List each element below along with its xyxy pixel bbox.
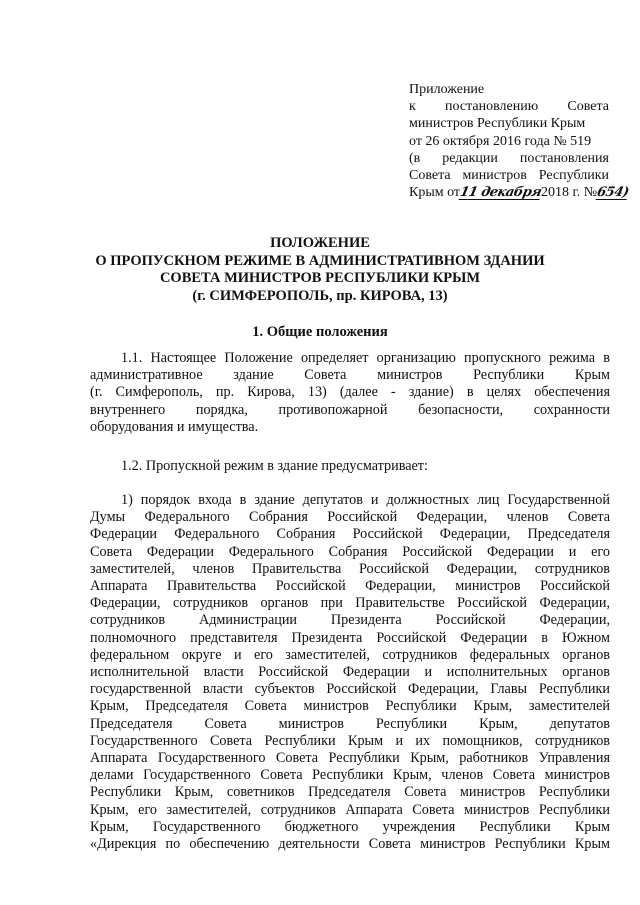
paragraph-line: Крым, Председателя Совета министров Республики Крым, заместителей — [90, 698, 610, 715]
paragraph-line: Председателя Совета министров Республики Крым, депутатов — [90, 715, 610, 732]
paragraph-line: 1.2. Пропускной режим в здание предусматривает: — [121, 458, 428, 474]
title-line: СОВЕТА МИНИСТРОВ РЕСПУБЛИКИ КРЫМ — [159, 270, 481, 287]
title-line: ПОЛОЖЕНИЕ — [270, 235, 370, 251]
paragraph-line: Государственного Совета Республики Крым и их помощников, сотрудников — [90, 732, 610, 749]
paragraph-1-1 — [90, 350, 610, 436]
annex-title: Приложение — [409, 82, 485, 97]
title-line: (г. СИМФЕРОПОЛЬ, пр. КИРОВА, 13) — [192, 287, 448, 304]
paragraph-1-2 — [90, 458, 610, 475]
paragraph-1-2-1 — [90, 492, 610, 853]
paragraph-line: административное здание Совета министров Республики Крым — [90, 367, 610, 384]
paragraph-line: (г. Симферополь, пр. Кирова, 13) (далее - здание) в целях обеспечения — [90, 384, 610, 401]
paragraph-line: Аппарата Государственного Совета Республики Крым, работников Управления — [90, 750, 610, 767]
paragraph-line: Думы Федерального Собрания Российской Федерации, членов Совета — [90, 509, 610, 526]
document-title — [60, 235, 580, 305]
annex-line: министров Республики Крым — [409, 116, 586, 132]
annex-line: к постановлению Совета — [409, 99, 609, 115]
paragraph-line: государственной власти субъектов Российской Федерации, Главы Республики — [90, 681, 610, 698]
paragraph-line: сотрудников Администрации Президента Российской Федерации, — [90, 612, 610, 629]
annex-line: от 26 октября 2016 года № 519 — [409, 133, 592, 149]
paragraph-line: «Дирекция по обеспечению деятельности Совета министров Республики Крым — [90, 836, 610, 853]
paragraph-line: Федерации, сотрудников органов при Правительстве Российской Федерации, — [90, 595, 610, 612]
annex-block — [409, 81, 631, 201]
annex-line-revision-date — [409, 184, 631, 201]
paragraph-line: оборудования и имущества. — [90, 418, 259, 435]
paragraph-line: 1.1. Настоящее Положение определяет организацию пропускного режима в — [121, 350, 610, 366]
paragraph-line: Крым, Государственного бюджетного учреждения Республики Крым — [90, 818, 610, 835]
paragraph-line: Федерации Федерального Собрания Российской Федерации, Председателя — [90, 526, 610, 543]
handwritten-number: 654) — [595, 185, 631, 201]
section-heading: 1. Общие положения — [252, 324, 388, 340]
paragraph-line: Крым, его заместителей, сотрудников Аппарата Совета министров Республики — [90, 801, 610, 818]
paragraph-line: заместителей, членов Правительства Российской Федерации, сотрудников — [90, 560, 610, 577]
annex-line: Совета министров Республики — [409, 168, 609, 184]
annex-line: (в редакции постановления — [409, 150, 609, 166]
title-line: О ПРОПУСКНОМ РЕЖИМЕ В АДМИНИСТРАТИВНОМ ЗДАНИИ — [95, 252, 545, 269]
paragraph-line: полномочного представителя Президента Российской Федерации в Южном — [90, 629, 610, 646]
paragraph-line: Аппарата Правительства Российской Федерации, министров Российской — [90, 578, 610, 595]
handwritten-date: 11 декабря — [458, 185, 543, 201]
paragraph-line: делами Государственного Совета Республики Крым, членов Совета министров — [90, 767, 610, 784]
paragraph-line: Республики Крым, советников Председателя Совета министров Республики — [90, 784, 610, 801]
paragraph-line: федеральном округе и его заместителей, сотрудников федеральных органов — [90, 646, 610, 663]
paragraph-line: 1) порядок входа в здание депутатов и должностных лиц Государственной — [121, 492, 610, 508]
paragraph-line: внутреннего порядка, противопожарной безопасности, сохранности — [90, 401, 610, 418]
paragraph-line: Совета Федерации Федерального Собрания Российской Федерации и его — [90, 543, 610, 560]
annex-text: 2018 г. № — [541, 185, 598, 201]
annex-text: Крым от — [409, 185, 461, 201]
paragraph-line: исполнительной власти Российской Федерации и исполнительных органов — [90, 664, 610, 681]
